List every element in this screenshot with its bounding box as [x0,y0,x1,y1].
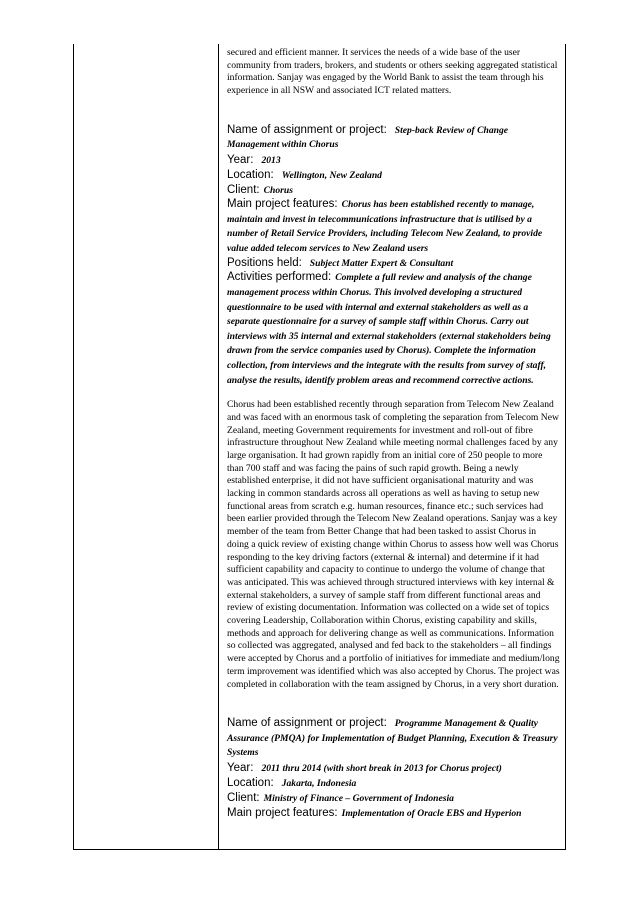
location [227,775,560,790]
location-label: Location: [227,169,274,181]
location [227,167,560,182]
intro-paragraph: secured and efficient manner. It services the needs of a wide base of the user community from traders, brokers, and students or others seeking aggregated statistical information. Sanjay was engaged by the World Bank to assist the team through his experience in all NSW and associated ICT related matters. [227,47,558,97]
client-label: Client: [227,184,260,196]
activities [227,270,560,387]
client [227,790,560,805]
features-value: Implementation of Oracle EBS and Hyperion [341,808,522,820]
positions-value: Subject Matter Expert & Consultant [309,258,454,270]
year-value: 2013 [261,155,281,166]
features [227,197,560,255]
assignment-description: Chorus had been established recently through separation from Telecom New Zealand and was faced with an enormous task of completing the separation from Telecom New Zealand, meeting Government requirements for investment and roll-out of fibre infrastructure throughout New Zealand while meeting normal challenges faced by any large organisation. It had grown rapidly from an initial core of 250 people to more than 700 staff and was facing the pains of such rapid growth. Being a newly established enterprise, it did not have sufficient organisational maturity and was lacking in common standards across all operations as well as having to setup new functional areas from scratch e.g. human resources, finance etc.; such services had been earlier provided through the Telecom New Zealand operations. Sanjay was a key member of the team from Better Change that had been tasked to assist Chorus in doing a quick review of existing change within Chorus to assess how well was Chorus responding to the key driving factors (external & internal) and determine if it had sufficient capability and capacity to continue to undergo the volume of change that was anticipated. This was achieved through structured interviews with key internal & external stakeholders, a survey of sample staff from different functional areas and review of existing documentation. Information was collected on a wide set of topics covering Leadership, Collaboration within Chorus, existing capability and skills, methods and approach for delivering change as well as communications. Information so collected was aggregated, analysed and fed back to the stakeholders – all findings were accepted by Chorus and a portfolio of initiatives for immediate and medium/long term improvement was identified which was also accepted by Chorus. The project was completed in collaboration with the team assigned by Chorus, in a very short duration. [227,399,560,690]
assignment-name-label: Name of assignment or project: [227,717,387,730]
year-label: Year: [227,762,254,775]
features [227,805,560,820]
assignment-name-label: Name of assignment or project: [227,123,387,136]
assignment-name [227,716,560,760]
year-value: 2011 thru 2014 (with short break in 2013 for Chorus project) [261,763,502,775]
activities-label: Activities performed: [227,271,332,284]
column-divider [218,44,219,850]
client-value: Chorus [263,185,293,196]
location-label: Location: [227,777,274,790]
assignment-2 [227,716,560,820]
positions-label: Positions held: [227,257,302,270]
activities-value: Complete a full review and analysis of the change management process within Chorus. This involved developing a structured questionnaire to be used with internal and external stakeholders as well as a separate questionnaire for a survey of sample staff within Chorus. Carry out interviews with 35 internal and external stakeholders (external stakeholders being drawn from the service companies used by Chorus). Complete the information collection, from interviews and the integrate with the results from survey of staff, analyse the results, identify problem areas and recommend corrective actions. [227,272,551,386]
client-value: Ministry of Finance – Government of Indonesia [263,793,454,805]
assignment-name-value: Step-back Review of Change Management within Chorus [227,124,509,151]
location-value: Jakarta, Indonesia [281,778,357,790]
features-label: Main project features: [227,807,338,820]
year-label: Year: [227,154,254,166]
assignment-name-value: Programme Management & Quality Assurance (PMQA) for Implementation of Budget Planning, Execution & Treasury Systems [227,718,558,759]
positions [227,255,560,270]
assignment-name [227,123,560,152]
features-value: Chorus has been established recently to manage, maintain and invest in telecommunications infrastructure that is utilised by a number of Retail Service Providers, including Telecom New Zealand, to provide value added telecom services to New Zealand users [227,199,543,254]
client-label: Client: [227,792,260,805]
client [227,182,560,197]
assignment-1 [227,123,560,691]
location-value: Wellington, New Zealand [281,170,382,181]
features-label: Main project features: [227,198,338,210]
right-column [227,47,560,820]
